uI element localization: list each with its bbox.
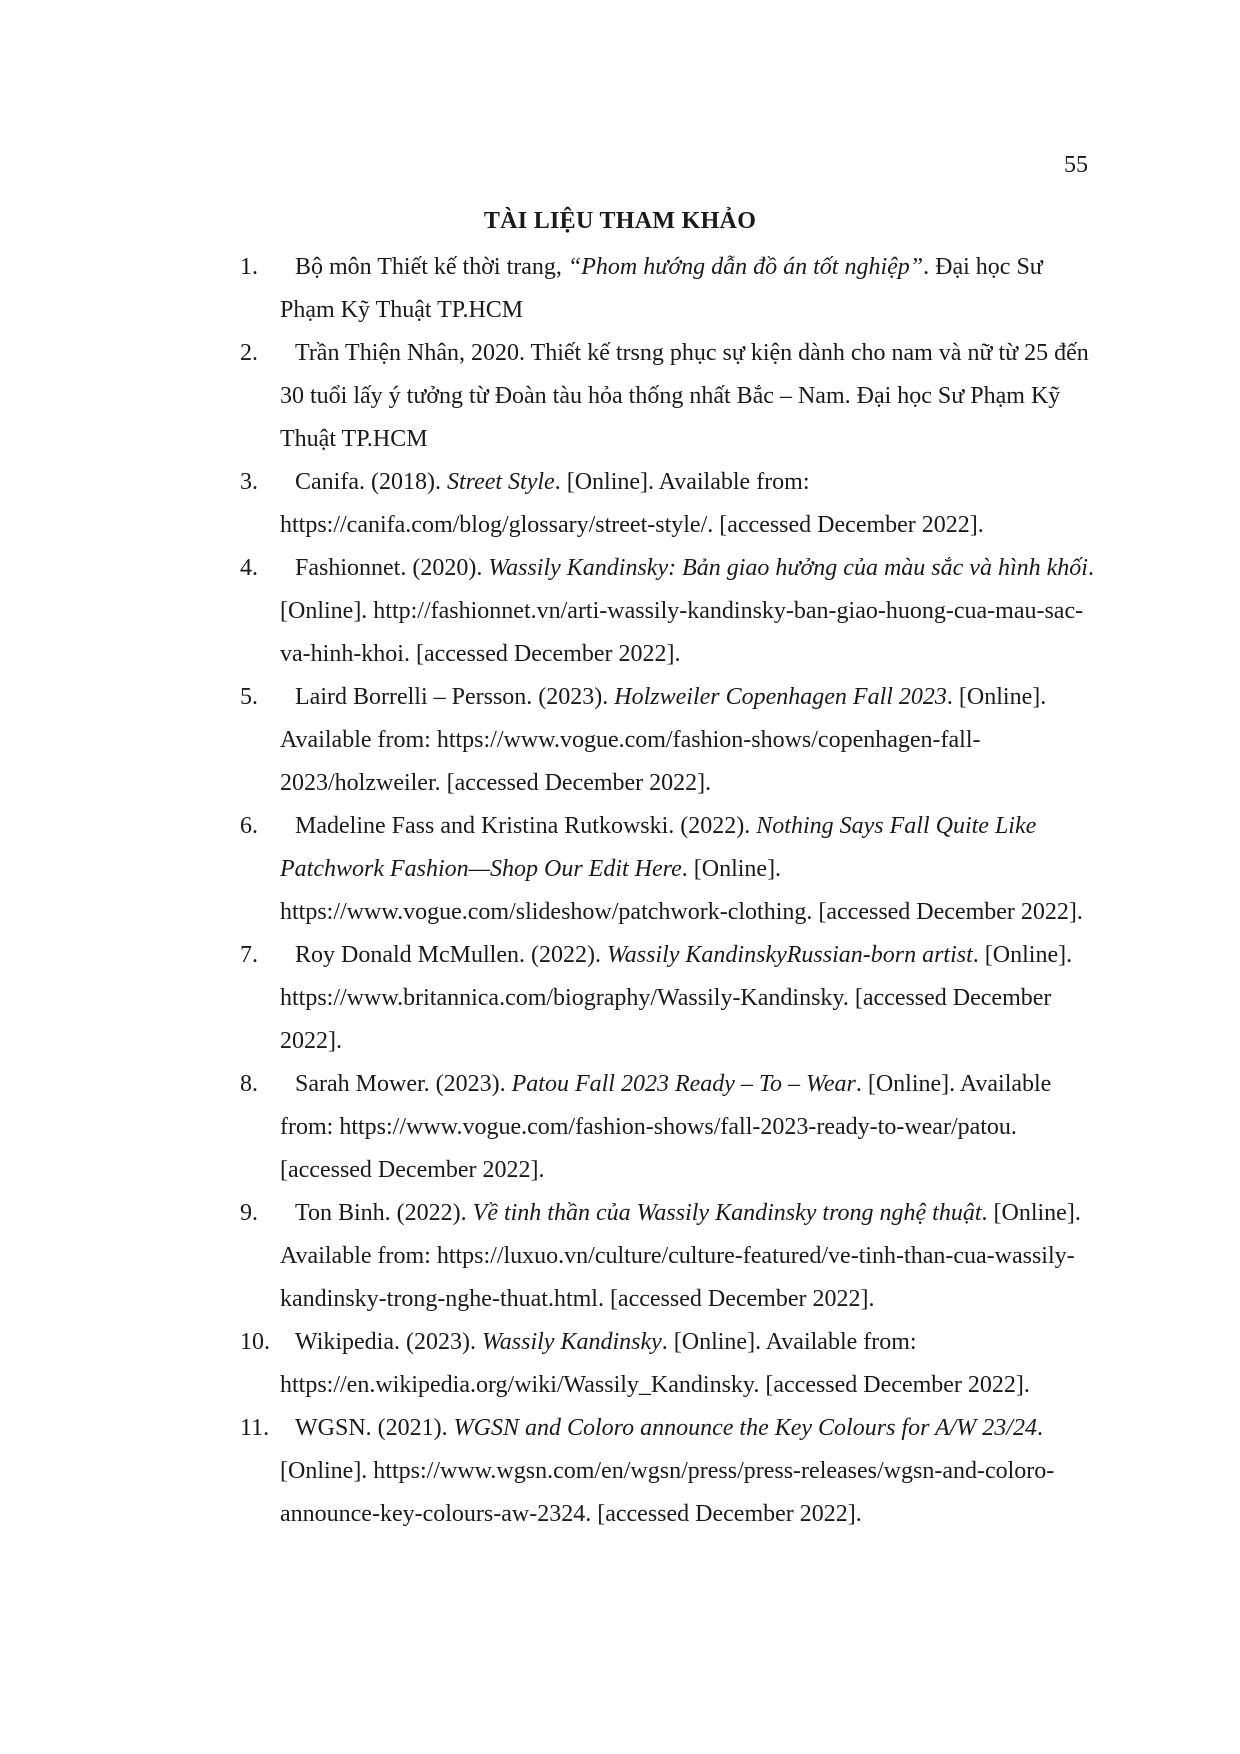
reference-text: Ton Binh. (2022). (295, 1200, 473, 1226)
reference-item (240, 547, 1098, 676)
reference-item (240, 805, 1098, 934)
reference-text: WGSN. (2021). (295, 1415, 454, 1441)
reference-text-tail: . [Online]. Available from: https://luxuo.vn/culture/culture-featured/ve-tinh-than-cua-wassily-kandinsky-trong-nghe-thuat.html. [accessed December 2022]. (280, 1200, 1081, 1312)
reference-text: Laird Borrelli – Persson. (2023). (295, 684, 615, 710)
reference-number: 5. (240, 684, 258, 710)
reference-text: Wikipedia. (2023). (295, 1329, 482, 1355)
reference-title: Patou Fall 2023 Ready – To – Wear (511, 1071, 856, 1097)
reference-number: 10. (240, 1329, 270, 1355)
reference-text-tail: . [Online]. http://fashionnet.vn/arti-wassily-kandinsky-ban-giao-huong-cua-mau-sac-va-hinh-khoi. [accessed December 2022]. (280, 555, 1094, 667)
reference-title: Holzweiler Copenhagen Fall 2023 (614, 684, 947, 710)
reference-number: 7. (240, 942, 258, 968)
reference-title: Nothing Says Fall Quite Like Patchwork Fashion—Shop Our Edit Here (280, 813, 1037, 882)
reference-text-tail: . [Online]. https://www.britannica.com/biography/Wassily-Kandinsky. [accessed December 2022]. (280, 942, 1073, 1054)
reference-title: Wassily Kandinsky: Bản giao hưởng của màu sắc và hình khối (488, 555, 1088, 581)
reference-title: Wassily Kandinsky (481, 1329, 662, 1355)
reference-title: “Phom hướng dẫn đồ án tốt nghiệp” (567, 254, 924, 280)
reference-text-tail: . [Online]. https://www.vogue.com/slideshow/patchwork-clothing. [accessed December 2022]. (280, 856, 1083, 925)
reference-text: Madeline Fass and Kristina Rutkowski. (2022). (295, 813, 757, 839)
reference-text: Sarah Mower. (2023). (295, 1071, 512, 1097)
reference-text: Canifa. (2018). (295, 469, 447, 495)
reference-number: 2. (240, 340, 258, 366)
reference-number: 4. (240, 555, 258, 581)
reference-title: WGSN and Coloro announce the Key Colours for A/W 23/24 (453, 1415, 1037, 1441)
reference-text-tail: . [Online]. Available from: https://en.wikipedia.org/wiki/Wassily_Kandinsky. [accessed December 2022]. (280, 1329, 1030, 1398)
reference-number: 11. (240, 1415, 270, 1441)
page-title: TÀI LIỆU THAM KHẢO (483, 208, 757, 234)
reference-item (240, 461, 1098, 547)
reference-title: Street Style (446, 469, 555, 495)
reference-number: 8. (240, 1071, 258, 1097)
reference-text-tail: . [Online]. Available from: https://www.vogue.com/fashion-shows/fall-2023-ready-to-wear/patou. [accessed December 2022]. (280, 1071, 1052, 1183)
reference-item (240, 934, 1098, 1063)
reference-text: Trần Thiện Nhân, 2020. Thiết kế trsng phục sự kiện dành cho nam và nữ từ 25 đến 30 tuổi lấy ý tưởng từ Đoàn tàu hỏa thống nhất Bắc – Nam. Đại học Sư Phạm Kỹ Thuật TP.HCM (280, 340, 1089, 452)
reference-text: Fashionnet. (2020). (295, 555, 489, 581)
reference-number: 9. (240, 1200, 258, 1226)
reference-item (240, 1063, 1098, 1192)
reference-text: Roy Donald McMullen. (2022). (295, 942, 607, 968)
reference-number: 3. (240, 469, 258, 495)
reference-number: 1. (240, 254, 258, 280)
reference-item (240, 1407, 1098, 1536)
reference-text-tail: . [Online]. https://www.wgsn.com/en/wgsn/press/press-releases/wgsn-and-coloro-announce-key-colours-aw-2324. [accessed December 2022]. (280, 1415, 1055, 1527)
reference-item (240, 246, 1098, 332)
reference-item (240, 1321, 1098, 1407)
reference-text-tail: . [Online]. Available from: https://canifa.com/blog/glossary/street-style/. [accessed December 2022]. (280, 469, 984, 538)
reference-number: 6. (240, 813, 258, 839)
reference-title: Về tinh thần của Wassily Kandinsky trong nghệ thuật (472, 1200, 982, 1226)
reference-text-tail: . Đại học Sư Phạm Kỹ Thuật TP.HCM (280, 254, 1043, 323)
reference-list (240, 246, 1098, 1536)
page-number: 55 (1064, 152, 1088, 178)
reference-item (240, 332, 1098, 461)
reference-item (240, 676, 1098, 805)
reference-text-tail: . [Online]. Available from: https://www.vogue.com/fashion-shows/copenhagen-fall-2023/holzweiler. [accessed December 2022]. (280, 684, 1047, 796)
reference-title: Wassily KandinskyRussian-born artist (606, 942, 973, 968)
reference-item (240, 1192, 1098, 1321)
reference-text: Bộ môn Thiết kế thời trang, (295, 254, 568, 280)
